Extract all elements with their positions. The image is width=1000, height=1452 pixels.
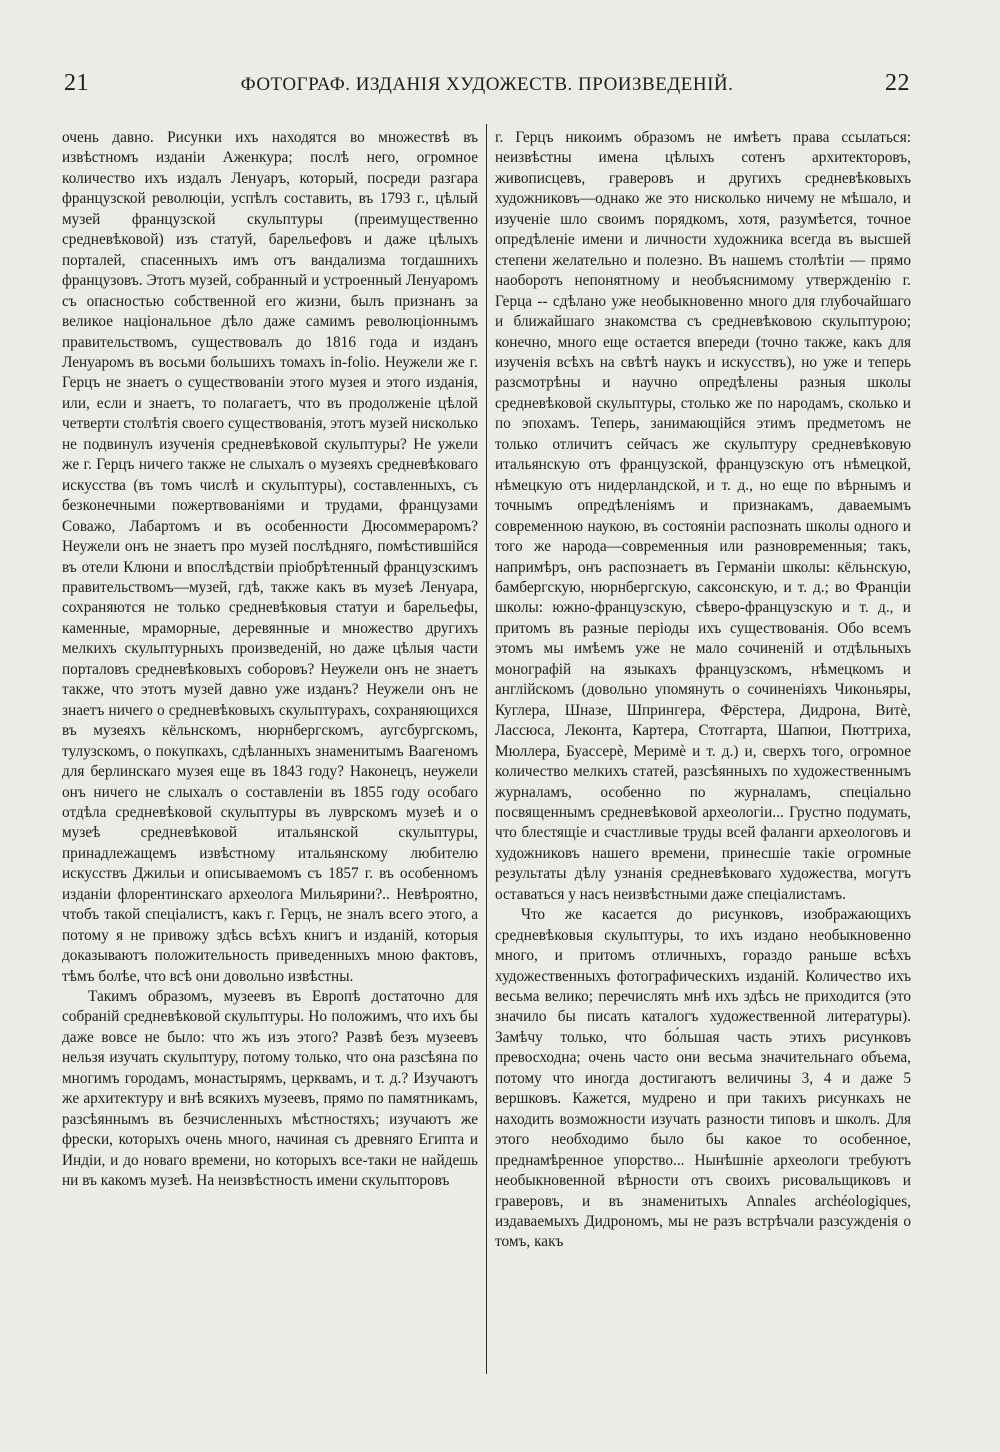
running-title: ФОТОГРАФ. ИЗДАНІЯ ХУДОЖЕСТВ. ПРОИЗВЕДЕНІЙ. bbox=[240, 74, 734, 95]
paragraph: г. Герцъ никоимъ образомъ не имѣетъ права ссылаться: неизвѣстны имена цѣлыхъ сотенъ архитекторовъ, живописцевъ, граверовъ и другихъ средневѣковыхъ художниковъ—однако же это нисколько ничему не мѣшало, и изученіе шло своимъ порядкомъ, хотя, разумѣется, точное опредѣленіе имени и личности художника всегда въ высшей степени желательно и полезно. Въ нашемъ столѣтіи — прямо наоборотъ непонятному и необъяснимому утвержденію г. Герца -- сдѣлано уже необыкновенно много для глубочайшаго и ближайшаго знакомства съ средневѣковою скульптурою; конечно, много еще остается впереди (точно также, какъ для изученія всѣхъ на свѣтѣ наукъ и искусствъ), но уже и теперь разсмотрѣны и научно опредѣлены разныя школы средневѣковой скульптуры, столько же по народамъ, сколько и по эпохамъ. Теперь, занимающійся этимъ предметомъ не только отличитъ сейчасъ же скульптуру средневѣковую итальянскую отъ французской, французскую отъ нѣмецкой, нѣмецкую отъ нидерландской, и т. д., но еще по вѣрнымъ и точнымъ опредѣленіямъ и признакамъ, даваемымъ современною наукою, въ состояніи распознать школы одного и того же народа—современныя или разновременныя; такъ, напримѣръ, онъ распознаетъ въ Германіи школы: кёльнскую, бамбергскую, нюрнбергскую, саксонскую, и т. д.; во Франціи школы: южно-французскую, сѣверо-французскую и т. д., и притомъ въ разные періоды ихъ существованія. Обо всемъ этомъ мы имѣемъ уже не мало сочиненій и отдѣльныхъ монографій на языкахъ французскомъ, нѣмецкомъ и англійскомъ (довольно упомянуть о сочиненіяхъ Чиконьяры, Куглера, Шназе, Шпрингера, Фёрстера, Дидрона, Витѐ, Лассюса, Леконта, Картера, Стотгарта, Шапюи, Пюттриха, Мюллера, Буассерѐ, Меримѐ и т. д.) и, сверхъ того, огромное количество мелкихъ статей, разсѣянныхъ по художественнымъ журналамъ, особенно по журналамъ, спеціально посвященнымъ средневѣковой археологіи... Грустно подумать, что блестящіе и счастливые труды всей фаланги археологовъ и художниковъ нашего времени, принесшіе такіе огромные результаты дѣлу узнанія средневѣковаго художества, могутъ оставаться у насъ неизвѣстными даже спеціалистамъ. bbox=[495, 129, 911, 903]
paragraph: Такимъ образомъ, музеевъ въ Европѣ достаточно для собраній средневѣковой скульптуры. Но положимъ, что ихъ бы даже вовсе не было: что жъ изъ этого? Развѣ безъ музеевъ нельзя изучать скульптуру, потому только, что она разсѣяна по многимъ городамъ, монастырямъ, церквамъ, и т. д.? Изучаютъ же архитектуру и внѣ всякихъ музеевъ, прямо по памятникамъ, разсѣяннымъ въ безчисленныхъ мѣстностяхъ; изучаютъ же фрески, которыхъ очень много, начиная съ древняго Египта и Индіи, и до новаго времени, но которыхъ все-таки не найдешь ни въ какомъ музеѣ. На неизвѣстность имени скульпторовъ bbox=[62, 988, 478, 1190]
left-column bbox=[62, 128, 478, 1388]
page-number-right: 22 bbox=[885, 70, 910, 96]
right-column bbox=[495, 128, 911, 1388]
running-head bbox=[64, 70, 910, 100]
page-number-left: 21 bbox=[64, 70, 89, 96]
paragraph: очень давно. Рисунки ихъ находятся во множествѣ въ извѣстномъ изданіи Аженкура; послѣ него, огромное количество ихъ издалъ Ленуаръ, который, посреди разгара французской революціи, успѣлъ составить, въ 1793 г., цѣлый музей французской скульптуры (преимущественно средневѣковой) изъ статуй, барельефовъ и даже цѣлыхъ порталей, спасенныхъ имъ отъ вандализма тогдашнихъ французовъ. Этотъ музей, собранный и устроенный Ленуаромъ съ опасностью собственной его жизни, былъ признанъ за великое національное дѣло даже самимъ революціоннымъ правительствомъ, существовалъ до 1816 года и изданъ Ленуаромъ въ восьми большихъ томахъ in-folio. Неужели же г. Герцъ не знаетъ о существованіи этого музея и этого изданія, или, если и знаетъ, то полагаетъ, что въ продолженіе цѣлой четверти столѣтія своего существованія, этотъ музей нисколько не подвинулъ изученія средневѣковой скульптуры? Не ужели же г. Герцъ ничего также не слыхалъ о музеяхъ средневѣковаго искусства (въ томъ числѣ и скульптуры), составленныхъ, съ безконечными пожертвованіями и трудами, французами Соважо, Лабартомъ и въ особенности Дюсоммераромъ? Неужели онъ не знаетъ про музей послѣдняго, помѣстившійся въ отели Клюни и впослѣдствіи пріобрѣтенный французскимъ правительствомъ—музей, гдѣ, также какъ въ музеѣ Ленуара, сохраняются не только средневѣковыя статуи и барельефы, каменные, мраморные, деревянные и множество другихъ мелкихъ скульптурныхъ произведеній, но даже цѣлыя части порталовъ средневѣковыхъ соборовъ? Неужели онъ не знаетъ также, что этотъ музей давно уже изданъ? Неужели онъ не знаетъ ничего о средневѣковыхъ скульптурахъ, сохраняющихся въ музеяхъ кёльнскомъ, нюрнбергскомъ, аугсбургскомъ, тулузскомъ, о покупкахъ, сдѣланныхъ знаменитымъ Ваагеномъ для берлинскаго музея еще въ 1843 году? Наконецъ, неужели онъ ничего не слыхалъ о составленіи въ 1855 году особаго отдѣла средневѣковой скульптуры въ луврскомъ музеѣ и о музеѣ средневѣковой итальянской скульптуры, принадлежащемъ извѣстному итальянскому любителю искусствъ Джильи и описываемомъ съ 1857 г. въ особенномъ изданіи флорентинскаго археолога Мильярини?.. Невѣроятно, чтобъ такой спеціалистъ, какъ г. Герцъ, не зналъ всего этого, а потому я не привожу здѣсь всѣхъ книгъ и изданій, которыя доказываютъ положительность приведенныхъ мною фактовъ, тѣмъ болѣе, что всѣ они довольно извѣстны. bbox=[62, 129, 478, 985]
column-divider bbox=[486, 124, 487, 1374]
paragraph: Что же касается до рисунковъ, изображающихъ средневѣковыя скульптуры, то ихъ издано необыкновенно много, и притомъ отличныхъ, гораздо раньше всѣхъ художественныхъ фотографическихъ изданій. Количество ихъ весьма велико; перечислять мнѣ ихъ здѣсь не приходится (это значило бы писать каталогъ художественной литературы). Замѣчу только, что бо́льшая часть этихъ рисунковъ превосходна; очень часто они весьма значительнаго объема, потому что иногда достигаютъ величины 3, 4 и даже 5 вершковъ. Кажется, мудрено и при такихъ рисункахъ не находить возможности изучать разности типовъ и школъ. Для этого необходимо было бы какое то особенное, преднамѣренное упорство... Нынѣшніе археологи требуютъ необыкновенной вѣрности отъ своихъ рисовальщиковъ и граверовъ, и въ знаменитыхъ Annales archéologiques, издаваемыхъ Дидрономъ, мы не разъ встрѣчали разсужденія о томъ, какъ bbox=[495, 906, 911, 1251]
